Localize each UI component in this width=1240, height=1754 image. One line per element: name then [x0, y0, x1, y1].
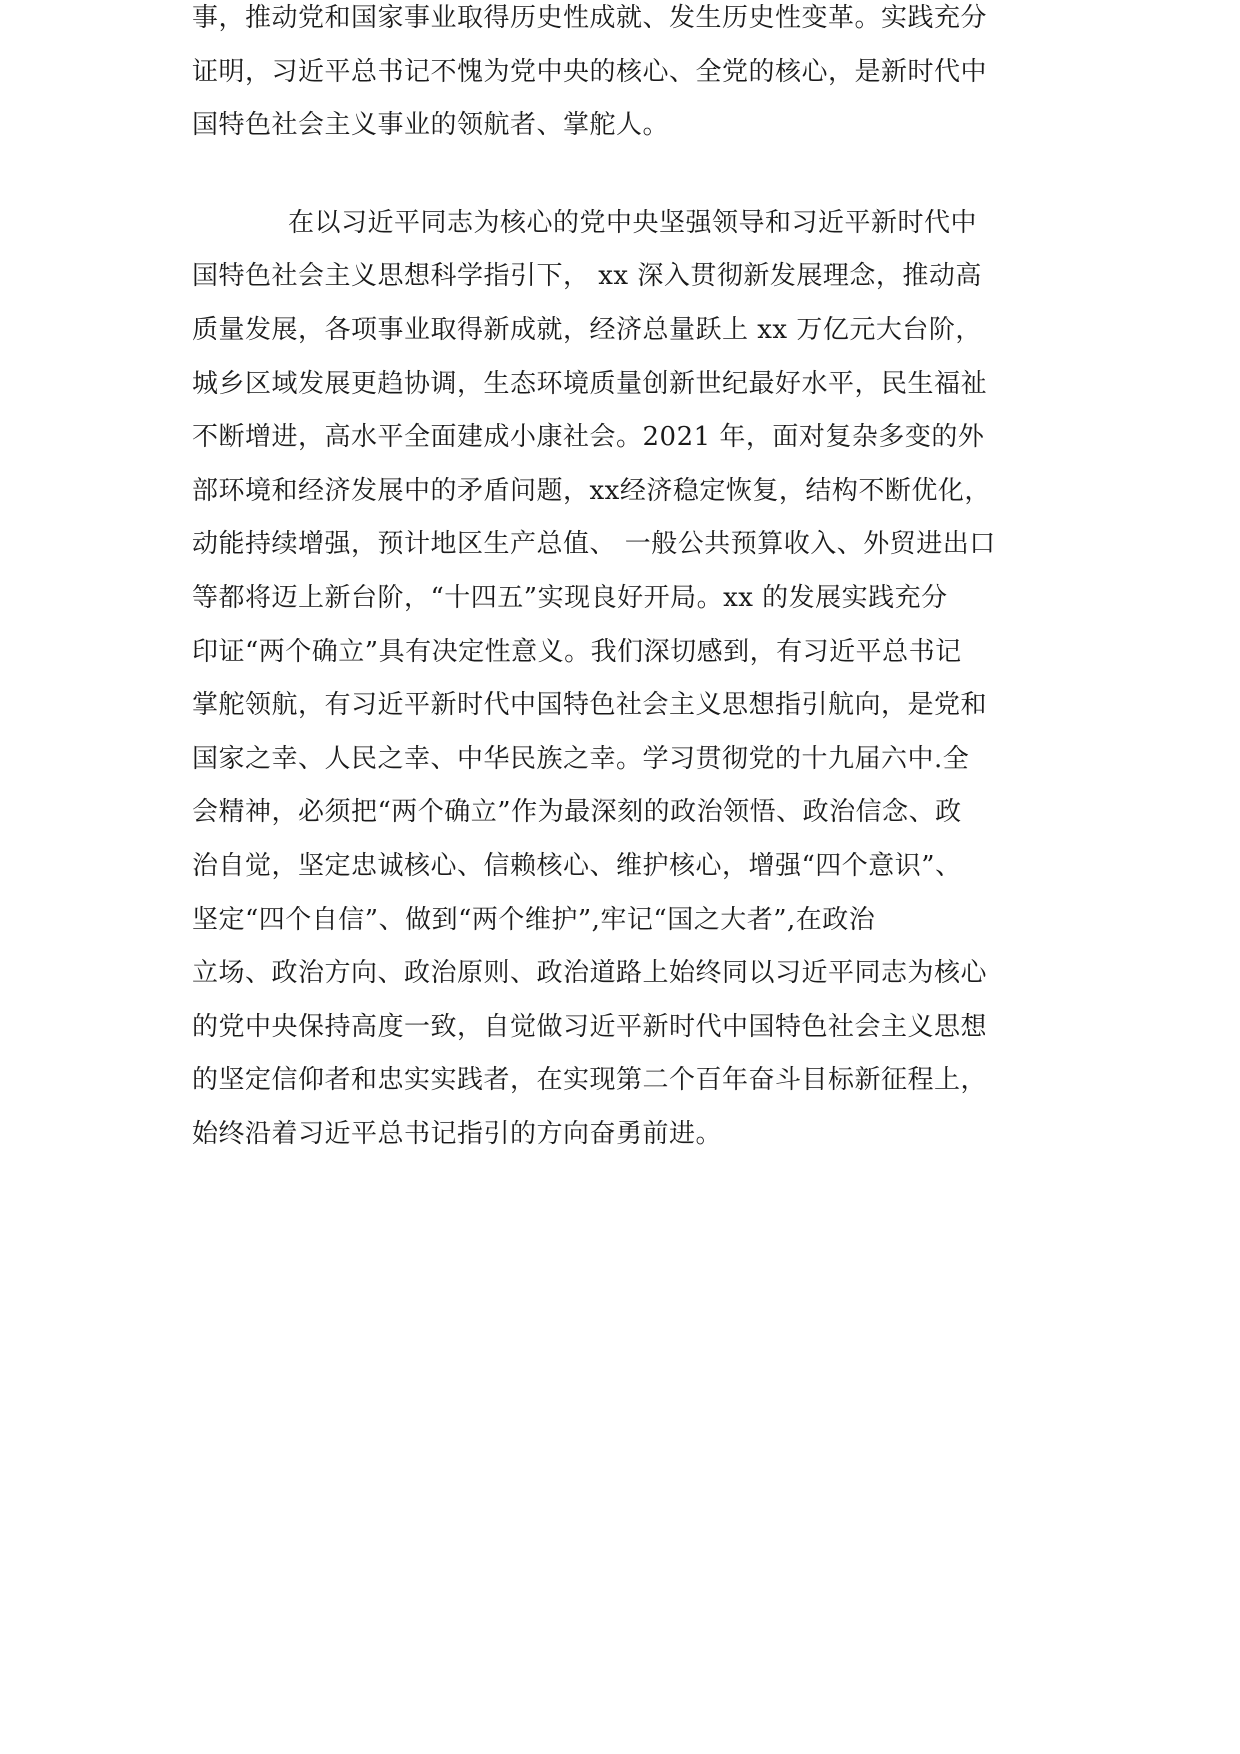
text-line: 国家之幸、人民之幸、中华民族之幸。学习贯彻党的十九届六中.全 — [192, 743, 970, 774]
text-line: 动能持续增强，预计地区生产总值、 一般公共预算收入、外贸进出口 — [192, 529, 996, 560]
text-line: 证明，习近平总书记不愧为党中央的核心、全党的核心，是新时代中 — [192, 56, 988, 87]
text-line: 国特色社会主义思想科学指引下， xx 深入贯彻新发展理念，推动高 — [192, 261, 982, 292]
text-line: 掌舵领航，有习近平新时代中国特色社会主义思想指引航向，是党和 — [192, 690, 988, 721]
text-line: 印证“两个确立”具有决定性意义。我们深切感到，有习近平总书记 — [192, 636, 962, 667]
text-line: 部环境和经济发展中的矛盾问题，xx经济稳定恢复，结构不断优化， — [192, 475, 991, 506]
text-line: 立场、政治方向、政治原则、政治道路上始终同以习近平同志为核心 — [192, 958, 988, 989]
text-line: 会精神，必须把“两个确立”作为最深刻的政治领悟、政治信念、政 — [192, 797, 962, 828]
text-line: 治自觉，坚定忠诚核心、信赖核心、维护核心，增强“四个意识”、 — [192, 851, 962, 881]
text-line: 质量发展，各项事业取得新成就，经济总量跃上 xx 万亿元大台阶， — [192, 315, 982, 345]
text-line: 始终沿着习近平总书记指引的方向奋勇前进。 — [192, 1119, 723, 1149]
text-line: 在以习近平同志为核心的党中央坚强领导和习近平新时代中 — [288, 207, 978, 238]
text-line: 城乡区域发展更趋协调，生态环境质量创新世纪最好水平，民生福祉 — [192, 368, 988, 399]
text-line: 的党中央保持高度一致，自觉做习近平新时代中国特色社会主义思想 — [192, 1011, 988, 1042]
text-line: 国特色社会主义事业的领航者、掌舵人。 — [192, 110, 670, 141]
text-line: 等都将迈上新台阶，“十四五”实现良好开局。xx 的发展实践充分 — [192, 583, 948, 613]
text-line: 坚定“四个自信”、做到“两个维护”,牢记“国之大者”,在政治 — [192, 904, 876, 935]
text-line: 不断增进，高水平全面建成小康社会。2021 年，面对复杂多变的外 — [192, 422, 985, 453]
text-line: 的坚定信仰者和忠实实践者，在实现第二个百年奋斗目标新征程上， — [192, 1065, 988, 1096]
text-line: 事，推动党和国家事业取得历史性成就、发生历史性变革。实践充分 — [192, 3, 988, 33]
